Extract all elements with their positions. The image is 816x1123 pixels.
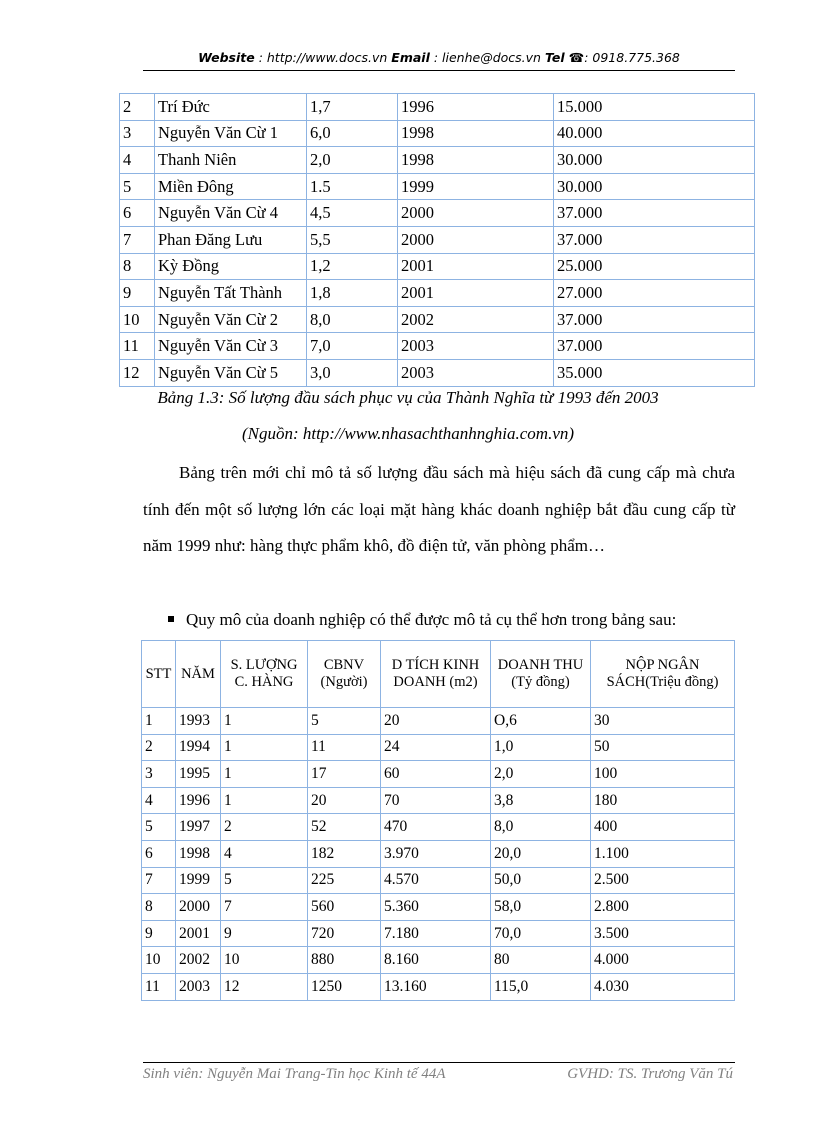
table-cell: 8,0 xyxy=(491,814,591,841)
column-header: NĂM xyxy=(176,641,221,708)
table-cell: 1998 xyxy=(398,120,554,147)
square-bullet-icon xyxy=(168,616,174,622)
table-cell: 470 xyxy=(381,814,491,841)
table-cell: 1.5 xyxy=(307,173,398,200)
table-cell: 2,0 xyxy=(491,761,591,788)
table-cell: 25.000 xyxy=(554,253,755,280)
table-cell: 80 xyxy=(491,947,591,974)
table-cell: 50,0 xyxy=(491,867,591,894)
table-cell: 6 xyxy=(120,200,155,227)
table-row xyxy=(120,94,755,121)
table-cell: 70,0 xyxy=(491,920,591,947)
table-cell: 400 xyxy=(591,814,735,841)
table-cell: 4 xyxy=(142,787,176,814)
table-cell: 880 xyxy=(308,947,381,974)
table-cell: 17 xyxy=(308,761,381,788)
table-cell: 7.180 xyxy=(381,920,491,947)
table-cell: 1 xyxy=(142,708,176,735)
table-cell: 10 xyxy=(142,947,176,974)
table-cell: 2000 xyxy=(398,226,554,253)
table-cell: 1.100 xyxy=(591,840,735,867)
table-row xyxy=(142,814,735,841)
table-cell: Thanh Niên xyxy=(155,147,307,174)
tel-value: : 0918.775.368 xyxy=(584,50,680,65)
table-cell: 35.000 xyxy=(554,359,755,386)
table-cell: 720 xyxy=(308,920,381,947)
table-cell: Nguyễn Văn Cừ 2 xyxy=(155,306,307,333)
table-row xyxy=(142,840,735,867)
table-cell: 2003 xyxy=(176,973,221,1000)
table-cell: 1999 xyxy=(398,173,554,200)
table-cell: 2 xyxy=(221,814,308,841)
phone-icon: ☎ xyxy=(568,50,585,65)
table-row xyxy=(142,867,735,894)
table-cell: 2.800 xyxy=(591,894,735,921)
table-cell: 27.000 xyxy=(554,280,755,307)
table-cell: 20 xyxy=(381,708,491,735)
table-cell: 2002 xyxy=(398,306,554,333)
tel-label: Tel xyxy=(544,50,565,65)
table-cell: 1996 xyxy=(176,787,221,814)
table-cell: 5 xyxy=(120,173,155,200)
table-row xyxy=(142,920,735,947)
table-cell: 1998 xyxy=(398,147,554,174)
table-cell: 2003 xyxy=(398,359,554,386)
table-cell: 3,8 xyxy=(491,787,591,814)
header-divider xyxy=(143,70,735,71)
column-header: NỘP NGÂN SÁCH(Triệu đồng) xyxy=(591,641,735,708)
table-cell: Phan Đăng Lưu xyxy=(155,226,307,253)
table-cell: 7,0 xyxy=(307,333,398,360)
table-cell: 37.000 xyxy=(554,306,755,333)
website-value: : http://www.docs.vn xyxy=(258,50,388,65)
table-row xyxy=(120,280,755,307)
table-cell: 3.970 xyxy=(381,840,491,867)
table-cell: 20 xyxy=(308,787,381,814)
page-header xyxy=(143,50,735,65)
table-cell: 9 xyxy=(120,280,155,307)
table-cell: 1 xyxy=(221,734,308,761)
table-cell: 5 xyxy=(308,708,381,735)
table-cell: 1 xyxy=(221,708,308,735)
table-cell: 7 xyxy=(142,867,176,894)
table-cell: 2 xyxy=(142,734,176,761)
table-cell: 1995 xyxy=(176,761,221,788)
table-cell: 4.030 xyxy=(591,973,735,1000)
table-cell: 180 xyxy=(591,787,735,814)
table-row xyxy=(120,359,755,386)
table-cell: 2.500 xyxy=(591,867,735,894)
table-cell: 1,2 xyxy=(307,253,398,280)
table-cell: 70 xyxy=(381,787,491,814)
table-row xyxy=(120,200,755,227)
table-cell: 1994 xyxy=(176,734,221,761)
table-cell: 8 xyxy=(120,253,155,280)
table-caption: Bảng 1.3: Số lượng đầu sách phục vụ của Thành Nghĩa từ 1993 đến 2003 xyxy=(157,388,659,407)
table-row xyxy=(142,761,735,788)
table-row xyxy=(142,973,735,1000)
table-cell: 6,0 xyxy=(307,120,398,147)
table-cell: 1 xyxy=(221,761,308,788)
table-cell: 2003 xyxy=(398,333,554,360)
column-header: CBNV (Người) xyxy=(308,641,381,708)
table-cell: 11 xyxy=(308,734,381,761)
business-scale-table-body xyxy=(142,708,735,1001)
table-cell: 2,0 xyxy=(307,147,398,174)
table-cell: 3 xyxy=(142,761,176,788)
table-cell: 225 xyxy=(308,867,381,894)
table-cell: 11 xyxy=(142,973,176,1000)
table-row xyxy=(142,734,735,761)
table-source: (Nguồn: http://www.nhasachthanhnghia.com.vn) xyxy=(241,424,575,443)
table-cell: 2001 xyxy=(398,280,554,307)
table-cell: 560 xyxy=(308,894,381,921)
table-cell: 12 xyxy=(221,973,308,1000)
table-cell: 50 xyxy=(591,734,735,761)
table-cell: Nguyễn Văn Cừ 3 xyxy=(155,333,307,360)
table-cell: 20,0 xyxy=(491,840,591,867)
table-cell: O,6 xyxy=(491,708,591,735)
column-header: S. LƯỢNG C. HÀNG xyxy=(221,641,308,708)
table-cell: 115,0 xyxy=(491,973,591,1000)
table-cell: 13.160 xyxy=(381,973,491,1000)
table-cell: 4 xyxy=(221,840,308,867)
table-cell: 7 xyxy=(221,894,308,921)
table-cell: 8,0 xyxy=(307,306,398,333)
table-cell: 52 xyxy=(308,814,381,841)
table-cell: 4.570 xyxy=(381,867,491,894)
table-cell: 1997 xyxy=(176,814,221,841)
table-cell: 58,0 xyxy=(491,894,591,921)
table-row xyxy=(120,173,755,200)
table-cell: 1999 xyxy=(176,867,221,894)
table-cell: 1996 xyxy=(398,94,554,121)
table-row xyxy=(142,787,735,814)
email-label: Email xyxy=(391,50,430,65)
table-cell: 10 xyxy=(120,306,155,333)
table-header-row xyxy=(142,641,735,708)
table-cell: 1250 xyxy=(308,973,381,1000)
footer-divider xyxy=(143,1062,735,1063)
table-cell: 2000 xyxy=(398,200,554,227)
table-cell: Kỳ Đồng xyxy=(155,253,307,280)
table-row xyxy=(142,894,735,921)
table-row xyxy=(120,333,755,360)
bullet-item xyxy=(168,610,676,630)
table-cell: 37.000 xyxy=(554,200,755,227)
footer-student: Sinh viên: Nguyễn Mai Trang-Tin học Kinh tế 44A xyxy=(143,1066,446,1082)
table-cell: 30.000 xyxy=(554,173,755,200)
bookstore-table-body xyxy=(120,94,755,387)
table-cell: 30.000 xyxy=(554,147,755,174)
table-cell: 1 xyxy=(221,787,308,814)
table-cell: 15.000 xyxy=(554,94,755,121)
email-value: : lienhe@docs.vn xyxy=(433,50,541,65)
body-paragraph: Bảng trên mới chỉ mô tả số lượng đầu sách mà hiệu sách đã cung cấp mà chưa tính đến một số lượng lớn các loại mặt hàng khác doanh nghiệp bắt đầu cung cấp từ năm 1999 như: hàng thực phẩm khô, đồ điện tử, văn phòng phẩm… xyxy=(143,463,735,555)
bookstore-table xyxy=(119,93,755,387)
table-cell: 1993 xyxy=(176,708,221,735)
table-cell: 182 xyxy=(308,840,381,867)
table-cell: 1998 xyxy=(176,840,221,867)
bullet-text: Quy mô của doanh nghiệp có thể được mô tả cụ thể hơn trong bảng sau: xyxy=(186,610,677,629)
table-cell: 5 xyxy=(142,814,176,841)
table-cell: 1,0 xyxy=(491,734,591,761)
table-cell: 24 xyxy=(381,734,491,761)
table-cell: 8 xyxy=(142,894,176,921)
table-cell: 37.000 xyxy=(554,226,755,253)
table-cell: 3 xyxy=(120,120,155,147)
table-cell: 5 xyxy=(221,867,308,894)
table-cell: 2001 xyxy=(398,253,554,280)
table-cell: 5.360 xyxy=(381,894,491,921)
column-header: D TÍCH KINH DOANH (m2) xyxy=(381,641,491,708)
table-cell: Nguyễn Tất Thành xyxy=(155,280,307,307)
table-cell: Nguyễn Văn Cừ 5 xyxy=(155,359,307,386)
table-cell: 3,0 xyxy=(307,359,398,386)
table-cell: 30 xyxy=(591,708,735,735)
table-cell: 6 xyxy=(142,840,176,867)
table-cell: 4.000 xyxy=(591,947,735,974)
table-row xyxy=(142,708,735,735)
table-cell: 9 xyxy=(142,920,176,947)
website-label: Website xyxy=(198,50,255,65)
table-row xyxy=(120,306,755,333)
table-cell: 2001 xyxy=(176,920,221,947)
table-cell: 2000 xyxy=(176,894,221,921)
table-cell: 10 xyxy=(221,947,308,974)
table-cell: 60 xyxy=(381,761,491,788)
table-row xyxy=(120,226,755,253)
table-cell: 2002 xyxy=(176,947,221,974)
table-cell: 40.000 xyxy=(554,120,755,147)
table-cell: 37.000 xyxy=(554,333,755,360)
table-cell: Trí Đức xyxy=(155,94,307,121)
table-cell: Miền Đông xyxy=(155,173,307,200)
table-cell: 12 xyxy=(120,359,155,386)
table-row xyxy=(120,147,755,174)
table-cell: 7 xyxy=(120,226,155,253)
business-scale-table xyxy=(141,640,735,1001)
table-cell: 4,5 xyxy=(307,200,398,227)
column-header: STT xyxy=(142,641,176,708)
table-cell: 11 xyxy=(120,333,155,360)
footer-advisor: GVHD: TS. Trương Văn Tú xyxy=(567,1066,733,1082)
table-row xyxy=(120,253,755,280)
table-cell: 8.160 xyxy=(381,947,491,974)
table-cell: 100 xyxy=(591,761,735,788)
table-cell: 5,5 xyxy=(307,226,398,253)
table-cell: 9 xyxy=(221,920,308,947)
table-cell: Nguyễn Văn Cừ 1 xyxy=(155,120,307,147)
table-cell: 1,7 xyxy=(307,94,398,121)
column-header: DOANH THU (Tỷ đồng) xyxy=(491,641,591,708)
table-row xyxy=(142,947,735,974)
table-cell: 3.500 xyxy=(591,920,735,947)
table-row xyxy=(120,120,755,147)
table-cell: 1,8 xyxy=(307,280,398,307)
table-cell: Nguyễn Văn Cừ 4 xyxy=(155,200,307,227)
table-cell: 2 xyxy=(120,94,155,121)
table-cell: 4 xyxy=(120,147,155,174)
